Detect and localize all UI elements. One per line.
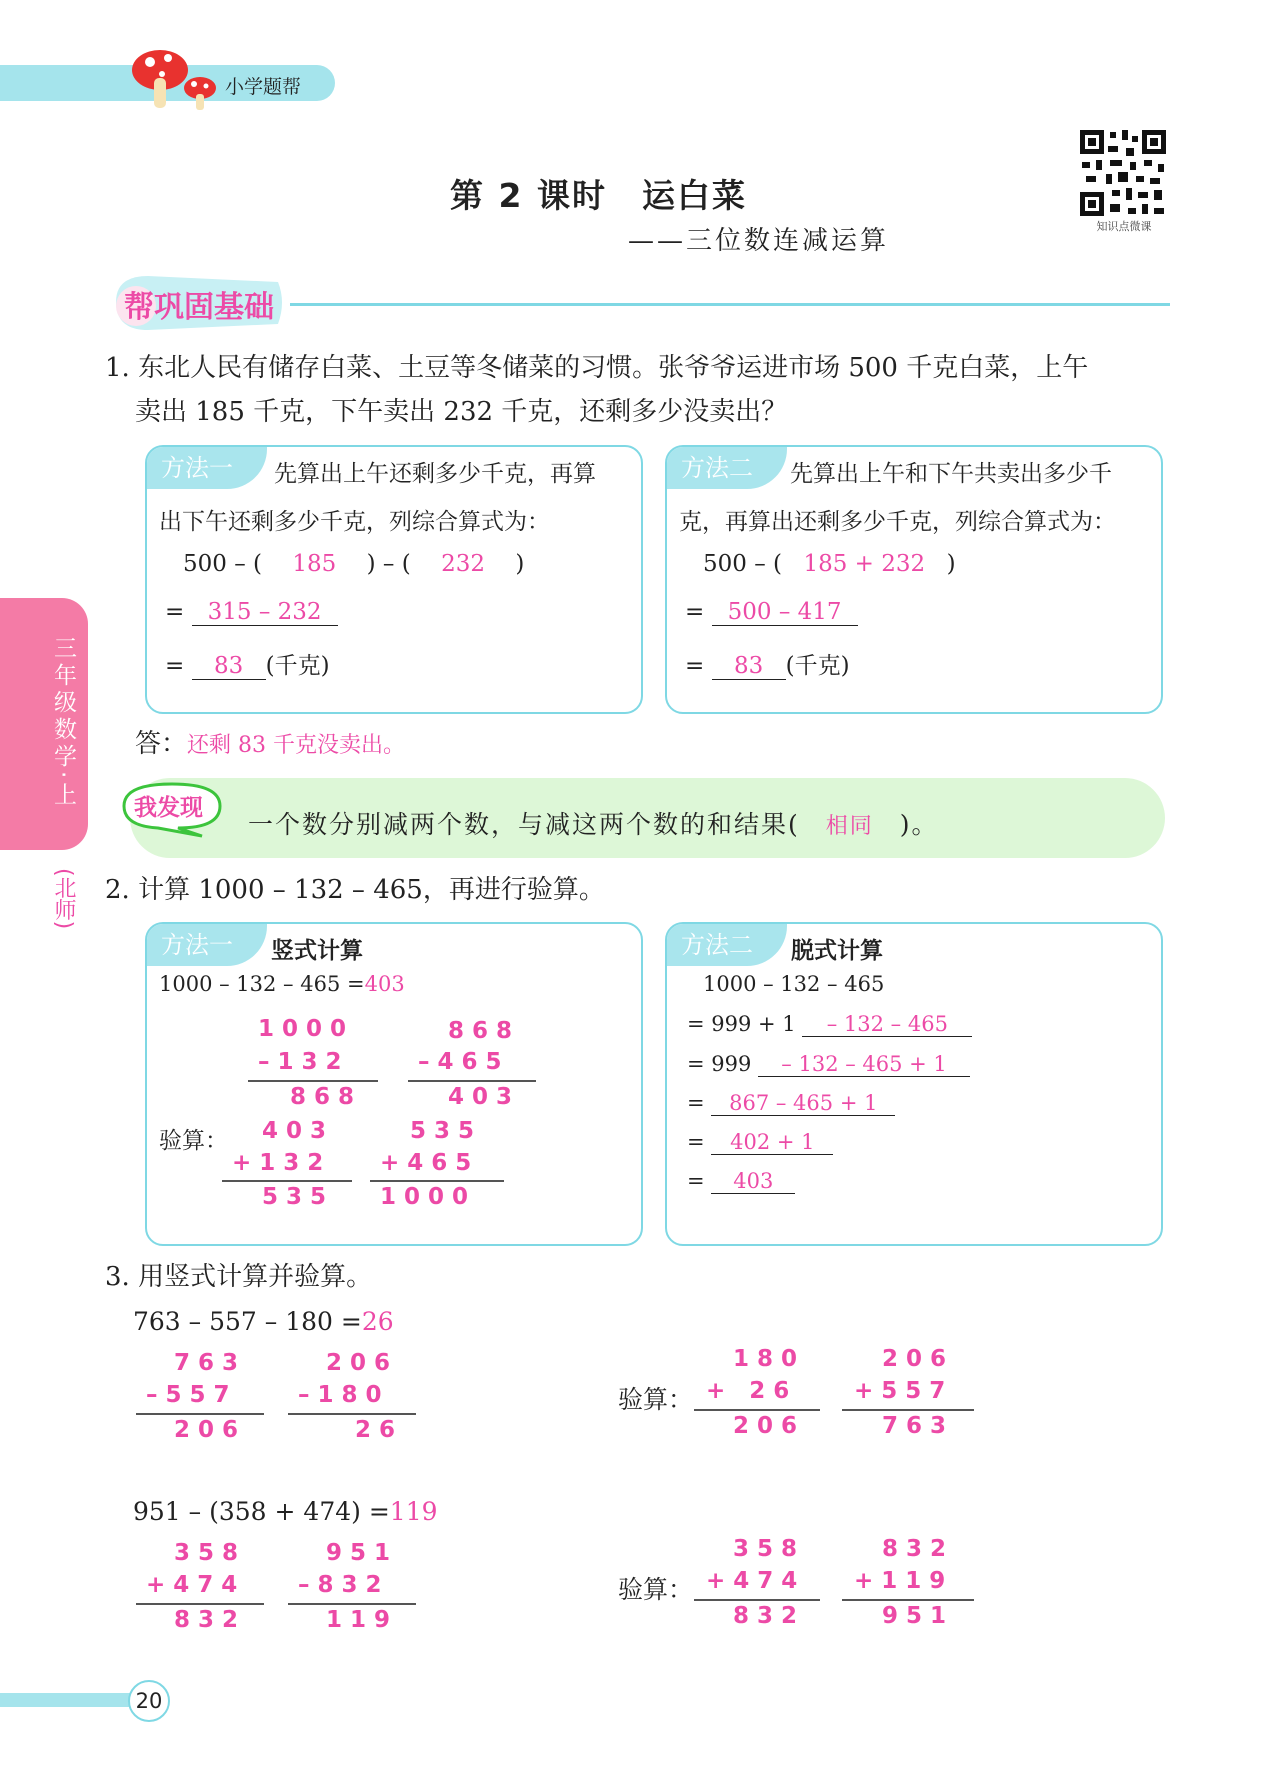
q3-check-label-2: 验算： [618,1575,694,1604]
vert-q3h-mid: + 1 1 9 [854,1568,946,1594]
vert-q3f-line [288,1603,416,1605]
q1-method1-step1-blank[interactable]: 315 – 232 [192,599,338,626]
vert-q3g-res[interactable]: 8 3 2 [733,1603,798,1629]
vert-q2a-top: 1 0 0 0 [258,1016,347,1042]
q1-method2-step2-blank[interactable]: 83 [712,653,786,680]
q2-method2-tag: 方法二 [667,924,787,966]
equals-sign: = [685,599,705,625]
q1-method1-step2 [165,647,330,680]
q1-method2-expr [703,551,956,577]
q1-answer-text[interactable]: 还剩 83 千克没卖出。 [187,733,405,758]
expr-part: ) [515,551,525,577]
vert-q3h-line [842,1599,974,1601]
vert-q3c-top: 1 8 0 [733,1346,798,1372]
equals-sign: = [687,1130,705,1154]
q1-method1-tag: 方法一 [147,447,267,489]
vert-q3e-mid: + 4 7 4 [146,1572,238,1598]
discover-text-part: 一个数分别减两个数，与减这两个数的和结果( [248,810,800,839]
vert-q3f-mid: – 8 3 2 [298,1572,382,1598]
page-number: 20 [128,1680,170,1722]
q2-method2-title: 脱式计算 [791,938,883,964]
vert-q3b-line [288,1413,416,1415]
q3-expr1-result[interactable]: 26 [361,1307,394,1336]
q2-method2-step5-blank[interactable]: 403 [711,1169,795,1194]
q1-method2-tag: 方法二 [667,447,787,489]
vert-q3b-res[interactable]: 2 6 [355,1417,396,1443]
vert-q3e-res[interactable]: 8 3 2 [174,1607,239,1633]
q1-method2-step2 [685,647,850,680]
vert-q3b-top: 2 0 6 [326,1350,391,1376]
q2-method2-step3 [687,1091,895,1116]
q2-method2-step1-blank[interactable]: – 132 – 465 [802,1012,972,1037]
q2-method2-step2-blank[interactable]: – 132 – 465 + 1 [758,1052,970,1077]
mushroom-icon [128,44,223,114]
expr-part: 1000 – 132 – 465 = [159,972,365,996]
equals-sign: = [685,653,705,679]
q1-answer [135,722,405,768]
qr-code-icon[interactable] [1078,128,1168,218]
vert-q2d-top: 5 3 5 [410,1118,475,1144]
unit-label: (千克) [265,653,330,679]
equals-sign: = [165,599,185,625]
expr-part: 763 – 557 – 180 = [133,1307,362,1336]
q2-method1-tag: 方法一 [147,924,267,966]
answer-label: 答： [135,729,188,759]
q2-method2-step3-blank[interactable]: 867 – 465 + 1 [711,1091,895,1116]
vert-q2b-res[interactable]: 4 0 3 [448,1084,513,1110]
vert-q3e-line [136,1603,264,1605]
q2-method2-step2 [687,1052,970,1077]
q1-method1-step1 [165,599,338,626]
expr-part: ) [946,551,956,577]
vert-q3h-res[interactable]: 9 5 1 [882,1603,947,1629]
q2-method1-result[interactable]: 403 [364,972,405,996]
q2-method2-step1 [687,1012,972,1037]
discover-badge-label: 我发现 [134,795,203,821]
section-title: 帮巩固基础 [124,290,274,325]
vert-q2b-line [408,1080,536,1082]
q3-text: 3. 用竖式计算并验算。 [105,1262,373,1292]
side-grade-label: 三年级数学·上 [50,636,76,810]
vert-q2b-mid: – 4 6 5 [418,1049,502,1075]
q1-text-line1: 1. 东北人民有储存白菜、土豆等冬储菜的习惯。张爷爷运进市场 500 千克白菜，上午 [105,353,1089,383]
section-divider [290,303,1170,306]
vert-q2c-line [222,1180,352,1182]
expr-part: ) – ( [366,551,411,577]
step-prefix: = 999 + 1 [687,1012,796,1036]
q1-method1-step2-blank[interactable]: 83 [192,653,266,680]
vert-q3b-mid: – 1 8 0 [298,1382,382,1408]
q1-method2-box [665,445,1163,714]
footer-band [0,1693,130,1707]
vert-q3f-top: 9 5 1 [326,1540,391,1566]
q2-check-label: 验算： [159,1128,228,1154]
vert-q3a-line [136,1413,264,1415]
q2-method1-title: 竖式计算 [271,938,363,964]
q1-method2-desc2: 克，再算出还剩多少千克，列综合算式为： [679,509,1116,535]
q1-method2-step1 [685,599,858,626]
vert-q3e-top: 3 5 8 [174,1540,239,1566]
expr-part: 500 – ( [703,551,782,577]
vert-q2a-res[interactable]: 8 6 8 [290,1084,355,1110]
q1-text-line2: 卖出 185 千克，下午卖出 232 千克，还剩多少没卖出？ [135,397,788,427]
vert-q3g-mid: + 4 7 4 [706,1568,798,1594]
q1-method1-box [145,445,643,714]
q3-check-label-1: 验算： [618,1385,694,1414]
q1-method2-desc1: 先算出上午和下午共卖出多少千 [790,461,1112,487]
vert-q3d-mid: + 5 5 7 [854,1378,946,1404]
vert-q3h-top: 8 3 2 [882,1536,947,1562]
equals-sign: = [165,653,185,679]
step-prefix: = 999 [687,1052,752,1076]
equals-sign: = [687,1091,705,1115]
vert-q3c-mid: + 2 6 [706,1378,790,1404]
vert-q2a-mid: – 1 3 2 [258,1049,342,1075]
q1-method1-desc1: 先算出上午还剩多少千克，再算 [274,461,596,487]
vert-q2c-mid: + 1 3 2 [232,1150,324,1176]
q3-expr1 [133,1307,394,1336]
q2-method1-expr [159,972,405,996]
vert-q2d-line [370,1180,504,1182]
vert-q3a-res[interactable]: 2 0 6 [174,1417,239,1443]
lesson-subtitle: ——三位数连减运算 [628,226,890,256]
vert-q3d-line [842,1409,974,1411]
q2-method2-step5 [687,1169,795,1194]
q2-method2-step4 [687,1130,833,1155]
vert-q2d-mid: + 4 6 5 [380,1150,472,1176]
lesson-title: 第 2 课时 运白菜 [450,176,747,215]
vert-q2c-top: 4 0 3 [262,1118,327,1144]
qr-caption: 知识点微课 [1096,220,1152,233]
q1-method2-blank-a[interactable]: 185 + 232 [803,551,926,577]
vert-q3a-top: 7 6 3 [174,1350,239,1376]
vert-q3g-top: 3 5 8 [733,1536,798,1562]
vert-q3a-mid: – 5 5 7 [146,1382,230,1408]
expr-part: 951 – (358 + 474) = [133,1497,390,1526]
vert-q3c-res[interactable]: 2 0 6 [733,1413,798,1439]
q2-text: 2. 计算 1000 – 132 – 465，再进行验算。 [105,875,605,905]
vert-q2a-line [248,1080,378,1082]
q1-method1-blank-a[interactable]: 185 [292,551,337,577]
brand-label: 小学题帮 [225,76,302,98]
q1-method1-blank-b[interactable]: 232 [441,551,485,577]
vert-q2c-res[interactable]: 5 3 5 [262,1184,327,1210]
q2-method2-step4-blank[interactable]: 402 + 1 [711,1130,833,1155]
vert-q3c-line [694,1409,820,1411]
q2-method2-box [665,922,1163,1246]
q3-expr2-result[interactable]: 119 [389,1497,438,1526]
q1-method1-expr [183,551,524,577]
q3-expr2 [133,1497,438,1526]
vert-q2b-top: 8 6 8 [448,1018,513,1044]
q1-method1-desc2: 出下午还剩多少千克，列综合算式为： [159,509,550,535]
q1-method2-step1-blank[interactable]: 500 – 417 [712,599,858,626]
q2-method2-expr: 1000 – 132 – 465 [703,972,885,996]
discover-blank[interactable]: 相同 [825,814,874,839]
equals-sign: = [687,1169,705,1193]
side-publisher-label: (北师) [51,868,76,930]
expr-part: 500 – ( [183,551,262,577]
vert-q3f-res[interactable]: 1 1 9 [326,1607,391,1633]
discover-text-part: )。 [899,810,939,839]
vert-q3d-top: 2 0 6 [882,1346,947,1372]
vert-q3d-res[interactable]: 7 6 3 [882,1413,947,1439]
vert-q3g-line [694,1599,820,1601]
unit-label: (千克) [785,653,850,679]
vert-q2d-res[interactable]: 1 0 0 0 [380,1184,469,1210]
discover-text [248,805,939,841]
